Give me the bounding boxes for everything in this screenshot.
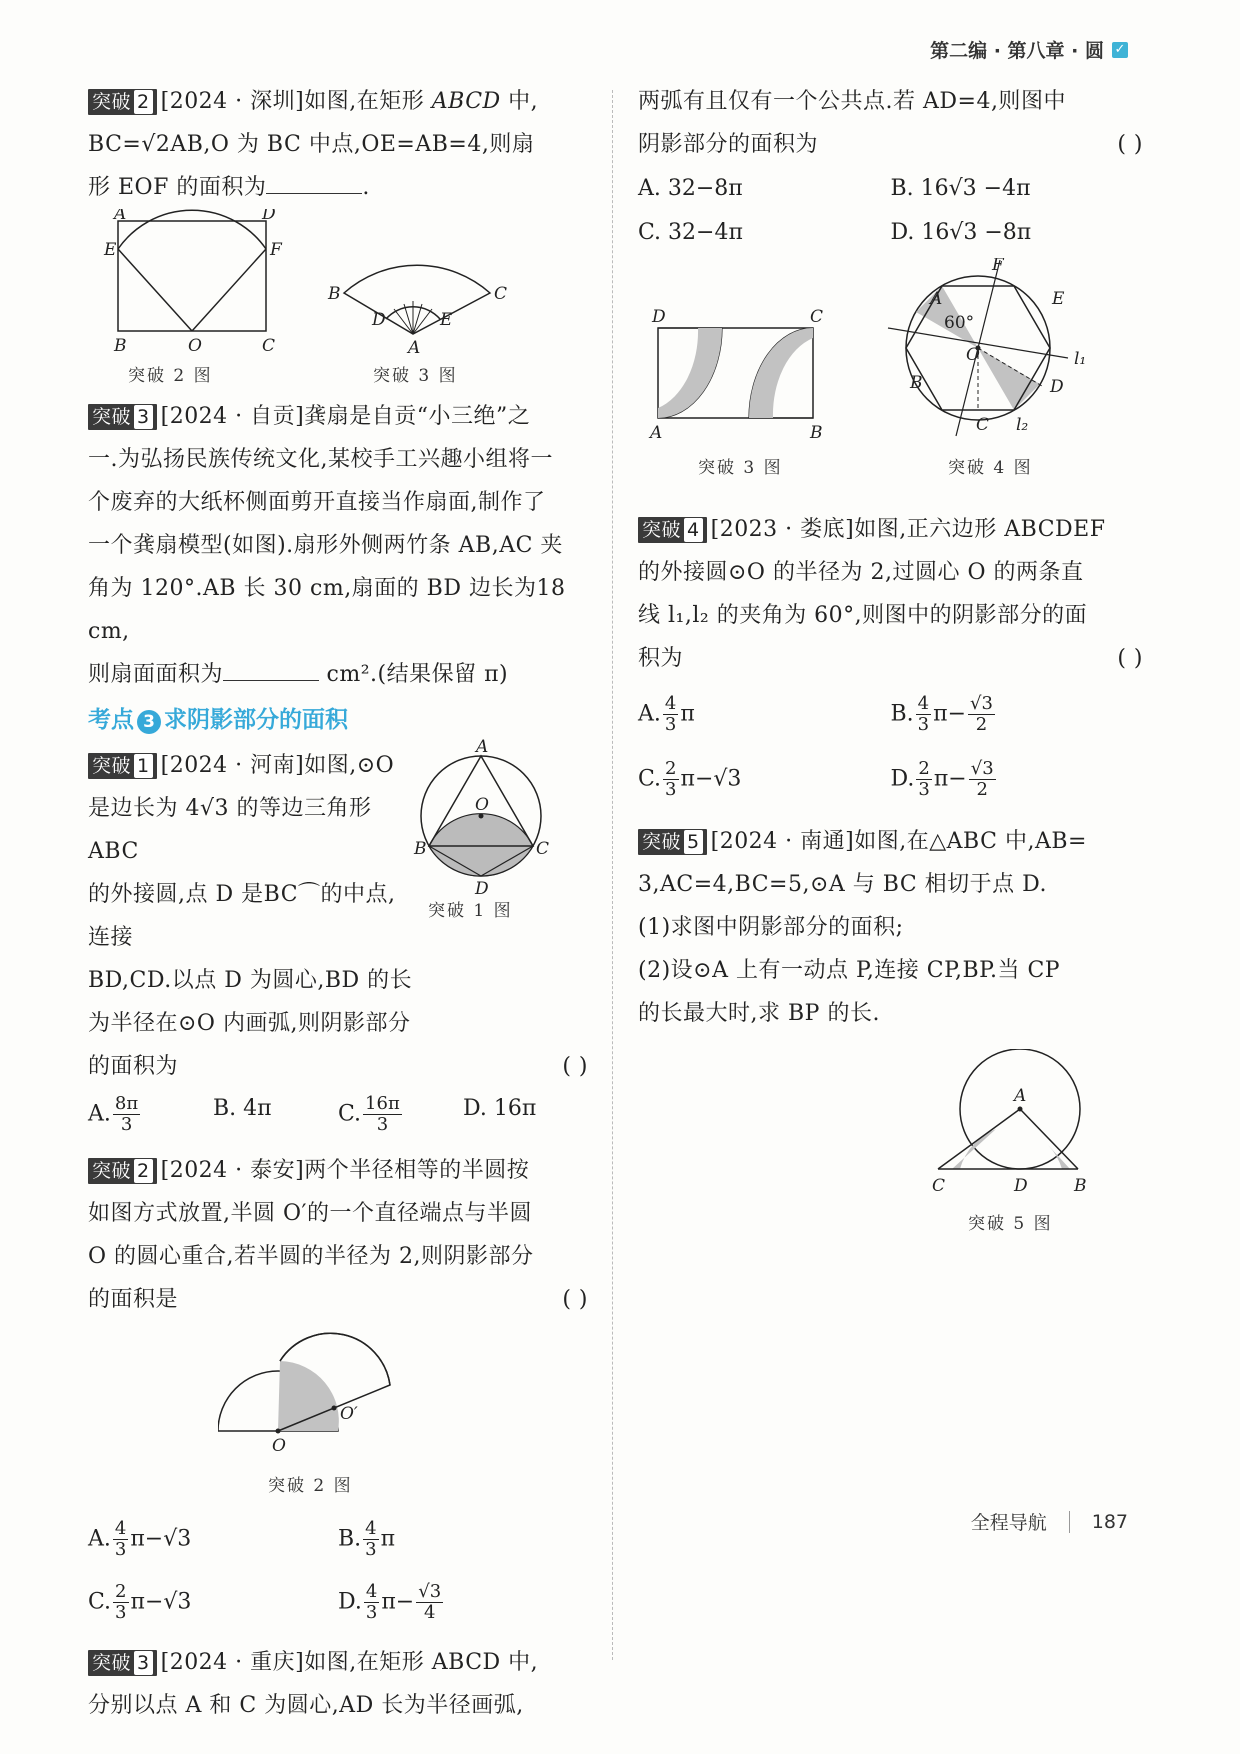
svg-text:B: B [328,284,341,304]
option[interactable]: A. $\frac{4}{3}$ π [638,693,695,735]
left-column [88,80,588,1727]
option[interactable]: C. 32−4π [638,220,743,245]
option[interactable]: C. $\frac{2}{3}$ π−√3 [638,758,742,800]
figure-semicircles [88,1321,588,1501]
svg-text:A: A [476,737,489,757]
svg-text:B: B [910,373,923,393]
svg-text:O′: O′ [340,1404,358,1424]
svg-text:E: E [1052,289,1065,309]
svg-text:B: B [1074,1176,1087,1196]
options-r1 [638,174,1143,248]
option[interactable]: C. $\frac{2}{3}$ π−√3 [88,1581,192,1623]
svg-text:D: D [372,310,386,330]
problem-l1: 突破 2 [2024 · 深圳]如图,在矩形 ABCD 中, BC=√2AB,O 为 BC 中点,OE=AB=4,则扇 形 EOF 的面积为 . [88,89,539,200]
svg-text:C: C [536,839,550,859]
figure-row-2 [638,258,1143,508]
problem-r1: 两弧有且仅有一个公共点.若 AD=4,则图中 阴影部分的面积为 ( ) [638,89,1143,157]
option[interactable]: B. $\frac{4}{3}$ π [338,1518,396,1560]
problem-tag: 突破 5 [638,829,707,855]
svg-text:D: D [652,307,666,327]
footer-brand: 全程导航 [970,1512,1047,1534]
svg-text:O: O [272,1436,286,1456]
option[interactable]: C. $\frac{16\pi}{3}$ [338,1093,400,1135]
svg-text:A: A [114,209,127,224]
svg-text:O: O [966,345,980,365]
problem-r2: 突破 4 [2023 · 娄底]如图,正六边形 ABCDEF 的外接圆⊙O 的半径为 2,过圆心 O 的两条直 线 l₁,l₂ 的夹角为 60°,则图中的阴影部分的面 积为 ( ) [638,517,1143,671]
figure-tangent-circle [638,1049,1143,1249]
check-icon: ✓ [1112,42,1128,58]
svg-text:D: D [1050,377,1064,397]
right-column [638,80,1143,1249]
column-divider [612,90,613,1660]
option[interactable]: A. $\frac{4}{3}$ π−√3 [88,1518,192,1560]
svg-text:60°: 60° [944,313,975,333]
options-l4 [88,1519,588,1623]
svg-text:F: F [270,240,282,260]
svg-text:O: O [475,795,489,815]
problem-r3: 突破 5 [2024 · 南通]如图,在△ABC 中,AB= 3,AC=4,BC=5,⊙A 与 BC 相切于点 D. (1)求图中阴影部分的面积; (2)设⊙A 上有一动点 P,连接 CP,BP.当 CP 的长最大时,求 BP 的长. [638,829,1087,1026]
page-number: 187 [1091,1510,1128,1533]
answer-blank [223,662,319,681]
svg-text:B: B [810,423,823,443]
option[interactable]: D. 16√3 −8π [890,220,1032,245]
problem-tag: 突破 1 [88,753,157,779]
option[interactable]: D. $\frac{2}{3}$ π− $\frac{√3}{2}$ [890,758,994,800]
svg-text:l₁: l₁ [1074,349,1087,369]
svg-text:B: B [414,839,427,859]
options-l3 [88,1094,588,1135]
header-title: 第二编 · 第八章 · 圆 [930,40,1104,62]
problem-tag: 突破 4 [638,517,707,543]
figure-caption: 突破 1 图 [428,901,513,921]
problem-tag: 突破 3 [88,1650,157,1676]
option[interactable]: B. 16√3 −4π [890,176,1031,201]
svg-text:D: D [475,879,489,896]
problem-tag: 突破 3 [88,404,157,430]
option[interactable]: A. $\frac{8\pi}{3}$ [88,1093,139,1135]
svg-text:B: B [114,336,127,356]
svg-text:A: A [650,423,663,443]
option[interactable]: B. 4π [213,1096,272,1121]
figure-caption: 突破 5 图 [968,1214,1053,1234]
problem-l3: 突破 1 [2024 · 河南]如图,⊙O 是边长为 4√3 的等边三角形 ABC 的外接圆,点 D 是BC⌒的中点,连接 BD,CD.以点 D 为圆心,BD 的长 为半径在⊙O 内画弧,则阴影部分 的面积为 ( ) A O B C D 突破 1 图 A. $\frac{8\pi}{3}$ B. 4π C. $\frac{16\pi}{3}$ D. 16π [88,737,588,1135]
svg-text:C: C [494,284,508,304]
svg-text:C: C [262,336,276,356]
svg-text:E: E [440,310,453,330]
svg-text:l₂: l₂ [1016,415,1029,435]
svg-text:O: O [188,336,202,356]
svg-text:C: C [810,307,824,327]
svg-text:D: D [262,209,276,224]
svg-text:D: D [1014,1176,1028,1196]
page-header [930,36,1128,63]
svg-text:A: A [408,338,421,358]
answer-blank [266,175,362,194]
svg-text:E: E [104,240,117,260]
problem-l4: 突破 2 [2024 · 泰安]两个半径相等的半圆按 如图方式放置,半圆 O′的一个直径端点与半圆 O 的圆心重合,若半圆的半径为 2,则阴影部分 的面积是 ( ) [88,1158,588,1312]
figure-row-1 [88,209,588,387]
figure-caption: 突破 2 图 [268,1476,353,1496]
options-r2 [638,694,1143,800]
option[interactable]: D. $\frac{4}{3}$ π− $\frac{√3}{4}$ [338,1581,442,1623]
figure-caption: 突破 3 图 [698,458,783,478]
svg-text:A: A [930,289,943,309]
problem-tag: 突破 2 [88,1158,157,1184]
figure-circle-triangle [408,736,558,896]
section-heading: 考点 3 求阴影部分的面积 [88,707,348,733]
problem-l5: 突破 3 [2024 · 重庆]如图,在矩形 ABCD 中, 分别以点 A 和 C 为圆心,AD 长为半径画弧, [88,1650,539,1718]
figure-caption: 突破 3 图 [373,366,458,386]
svg-text:A: A [1014,1086,1027,1106]
problem-tag: 突破 2 [88,89,157,115]
option[interactable]: A. 32−8π [638,176,743,201]
svg-text:C: C [932,1176,946,1196]
footer-separator [1069,1511,1070,1533]
page-footer [971,1508,1128,1535]
figure-caption: 突破 2 图 [128,366,213,386]
option[interactable]: B. $\frac{4}{3}$ π− $\frac{√3}{2}$ [890,693,993,735]
svg-text:C: C [976,415,990,435]
option[interactable]: D. 16π [463,1096,537,1121]
svg-text:F: F [992,258,1004,275]
figure-caption: 突破 4 图 [948,458,1033,478]
problem-l2: 突破 3 [2024 · 自贡]龚扇是自贡“小三绝”之 一.为弘扬民族传统文化,某校手工兴趣小组将一 个废弃的大纸杯侧面剪开直接当作扇面,制作了 一个龚扇模型(如图).扇形外侧两竹条 AB,AC 夹 角为 120°.AB 长 30 cm,扇面的 BD 边长为18 cm, 则扇面面积为 cm².(结果保留 π) [88,404,566,687]
